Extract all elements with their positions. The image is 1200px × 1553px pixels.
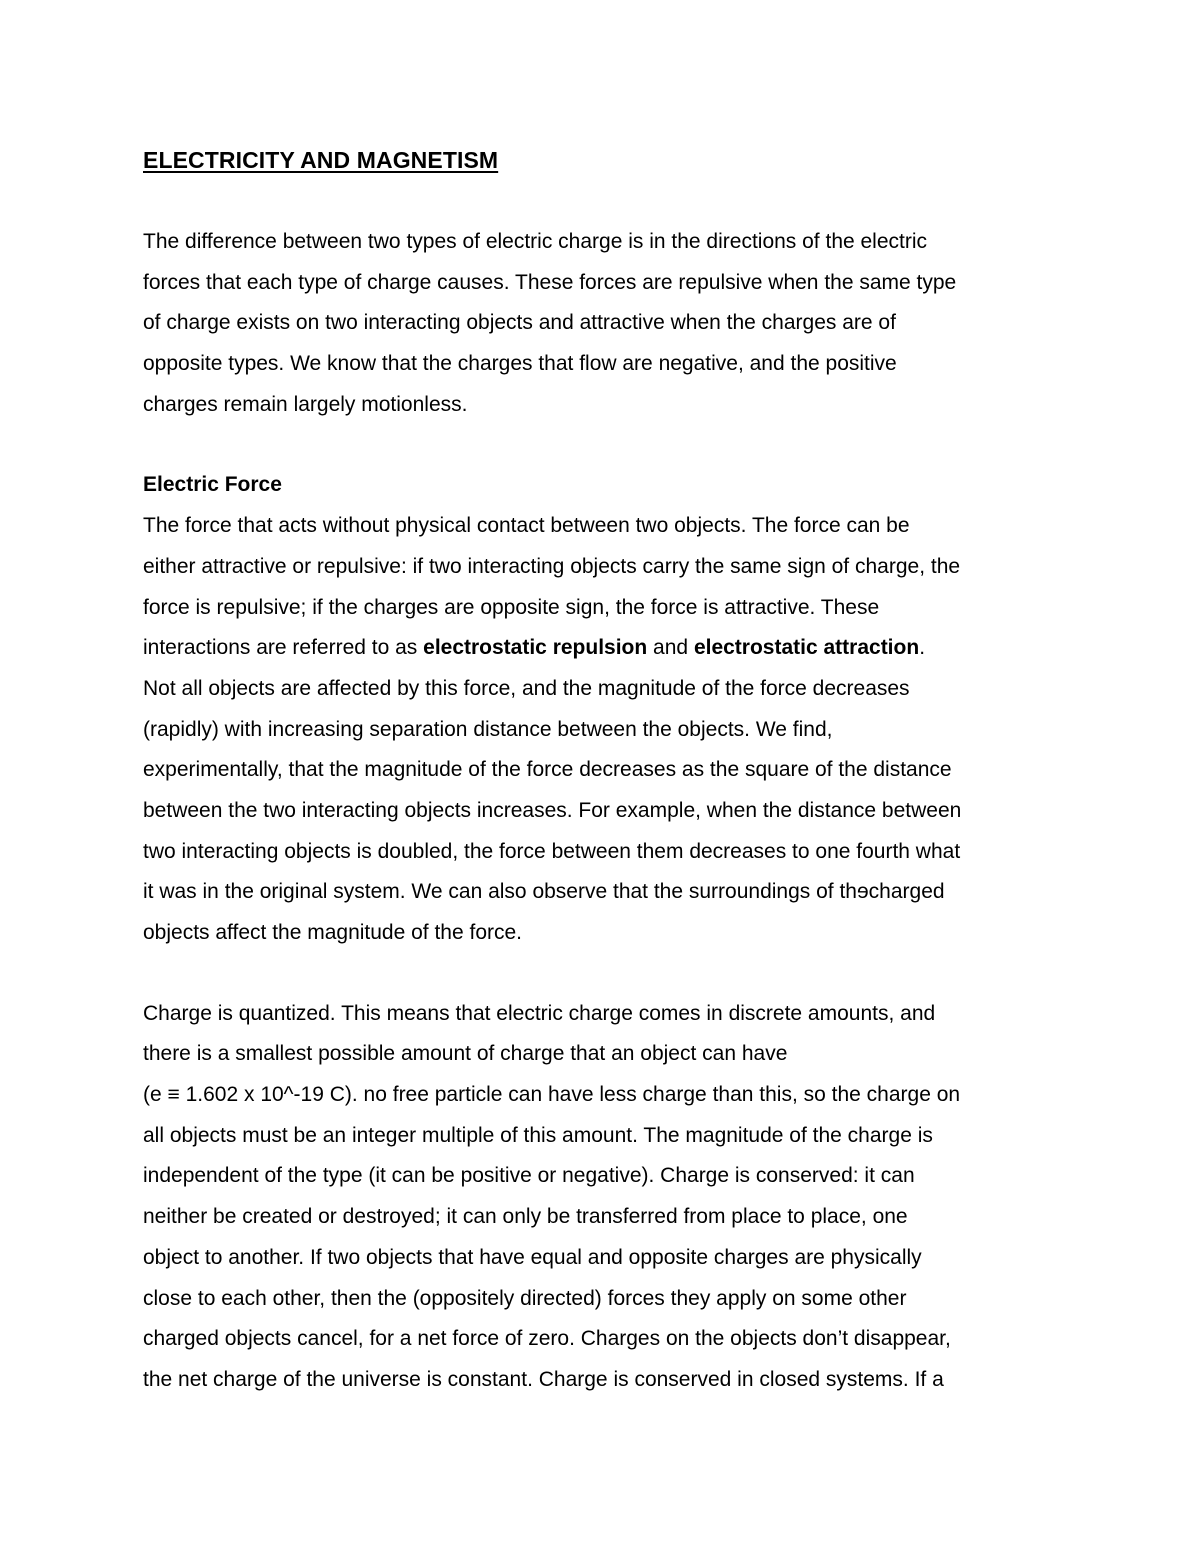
charge-line: neither be created or destroyed; it can only be transferred from place to place, one [143, 1205, 908, 1229]
electric-force-line: experimentally, that the magnitude of the force decreases as the square of the distance [143, 758, 952, 782]
line-text: interactions are referred to as [143, 636, 424, 660]
line-text: and [647, 636, 694, 660]
electric-force-line: (rapidly) with increasing separation distance between the objects. We find, [143, 717, 833, 741]
intro-line: charges remain largely motionless. [143, 392, 468, 416]
electric-force-line: The force that acts without physical contact between two objects. The force can be [143, 514, 910, 538]
spacer [143, 180, 1068, 222]
electric-force-line: either attractive or repulsive: if two interacting objects carry the same sign of charge, the [143, 554, 961, 578]
electric-force-line: it was in the original system. We can also observe that the surroundings of thɘcharged [143, 880, 945, 904]
spacer [143, 425, 1068, 465]
document-page [143, 140, 1068, 1401]
electric-force-line: between the two interacting objects increases. For example, when the distance between [143, 798, 962, 822]
charge-line: there is a smallest possible amount of charge that an object can have [143, 1042, 788, 1066]
intro-line: The difference between two types of electric charge is in the directions of the electric [143, 230, 928, 253]
term-electrostatic-repulsion: electrostatic repulsion [423, 636, 648, 660]
charge-line: Charge is quantized. This means that electric charge comes in discrete amounts, and [143, 1001, 936, 1025]
intro-paragraph [143, 222, 1068, 425]
line-text: . [919, 636, 926, 660]
electric-force-paragraph [143, 506, 1068, 954]
electric-force-line: two interacting objects is doubled, the force between them decreases to one fourth what [143, 839, 961, 863]
section-heading-electric-force: Electric Force [143, 473, 282, 497]
term-electrostatic-attraction: electrostatic attraction [693, 636, 920, 660]
charge-line: object to another. If two objects that have equal and opposite charges are physically [143, 1245, 922, 1269]
charge-line: the net charge of the universe is constant. Charge is conserved in closed systems. If a [143, 1367, 944, 1391]
charge-line: all objects must be an integer multiple of this amount. The magnitude of the charge is [143, 1123, 933, 1147]
intro-line: opposite types. We know that the charges that flow are negative, and the positive [143, 352, 897, 376]
intro-line: of charge exists on two interacting objects and attractive when the charges are of [143, 311, 896, 335]
electric-force-line: force is repulsive; if the charges are opposite sign, the force is attractive. These [143, 595, 880, 619]
charge-line: charged objects cancel, for a net force of zero. Charges on the objects don’t disappear, [143, 1327, 951, 1351]
charge-line: close to each other, then the (oppositely directed) forces they apply on some other [143, 1286, 907, 1310]
spacer [143, 954, 1068, 994]
electric-force-line [143, 628, 1068, 669]
charge-paragraph [143, 994, 1068, 1401]
electric-force-line: objects affect the magnitude of the force. [143, 921, 523, 945]
charge-line: (e ≡ 1.602 x 10^-19 C). no free particle can have less charge than this, so the charge on [143, 1083, 961, 1107]
document-title: ELECTRICITY AND MAGNETISM [143, 147, 499, 173]
electric-force-line: Not all objects are affected by this force, and the magnitude of the force decreases [143, 676, 910, 700]
intro-line: forces that each type of charge causes. These forces are repulsive when the same type [143, 270, 957, 294]
charge-line: independent of the type (it can be positive or negative). Charge is conserved: it can [143, 1164, 915, 1188]
